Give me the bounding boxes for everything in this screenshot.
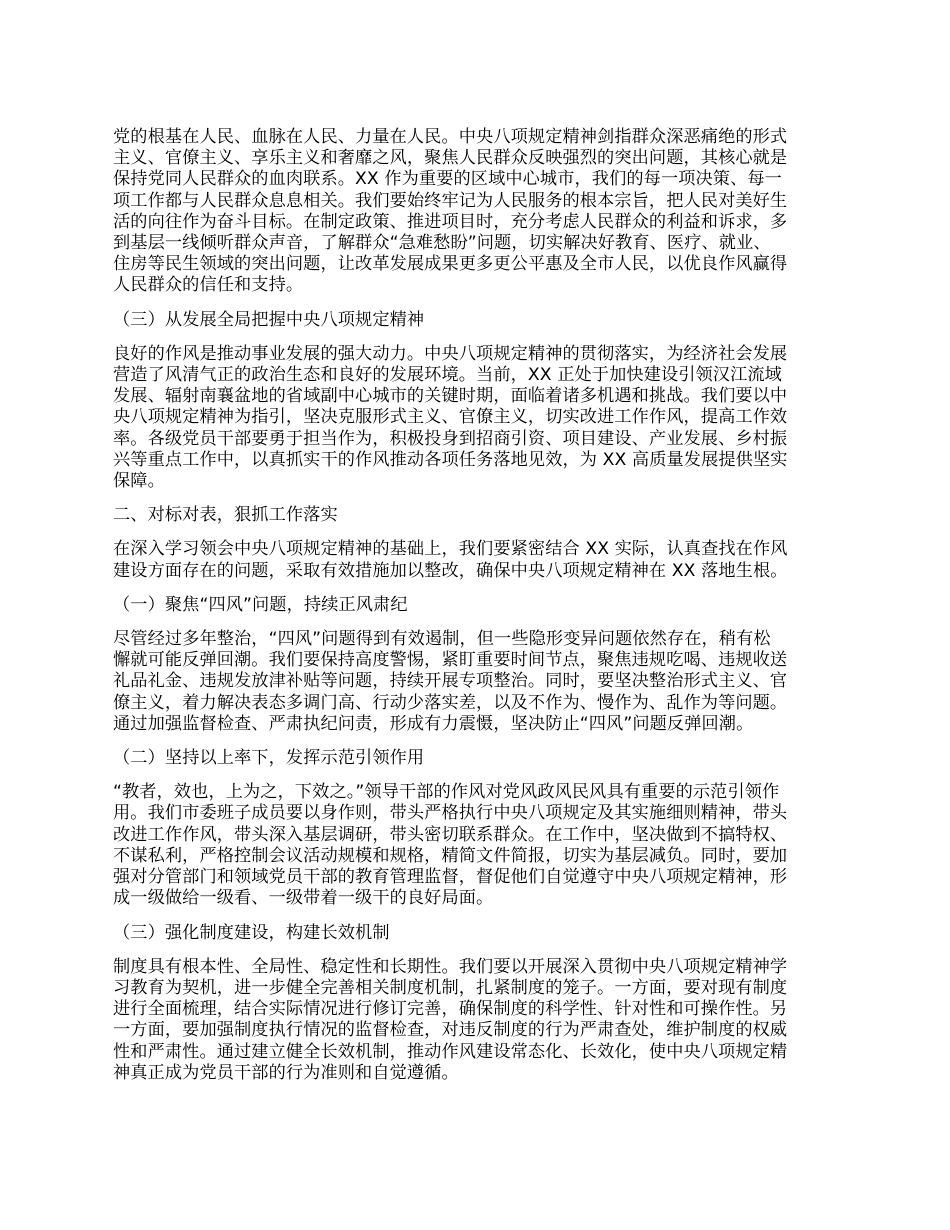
text-line: “教者，效也，上为之，下效之。”领导干部的作风对党风政风民风具有重要的示范引领作 [113,782,780,803]
text-line: 主义、官僚主义、享乐主义和奢靡之风，聚焦人民群众反映强烈的突出问题，其核心就是 [113,148,788,169]
text-line: 尽管经过多年整治，“四风”问题得到有效遏制，但一些隐形变异问题依然存在，稍有松 [113,629,771,650]
text-line: 项工作都与人民群众息息相关。我们要始终牢记为人民服务的根本宗旨，把人民对美好生 [113,190,788,211]
text-line: 保障。 [113,471,165,492]
text-line: 性和严肃性。通过建立健全长效机制，推动作风建设常态化、长效化，使中央八项规定精 [113,1041,788,1062]
text-line: 进行全面梳理，结合实际情况进行修订完善，确保制度的科学性、针对性和可操作性。另 [113,999,788,1020]
text-line: 制度具有根本性、全局性、稳定性和长期性。我们要以开展深入贯彻中央八项规定精神学 [113,956,788,977]
text-line: （一）聚焦“四风”问题，持续正风肃纪 [113,594,408,615]
text-line: 央八项规定精神为指引，坚决克服形式主义、官僚主义，切实改进工作作风，提高工作效 [113,407,788,428]
body-paragraph [113,782,839,909]
section-heading [113,923,839,944]
text-line: （三）从发展全局把握中央八项规定精神 [113,309,425,330]
text-line: 习教育为契机，进一步健全完善相关制度机制，扎紧制度的笼子。一方面，要对现有制度 [113,977,788,998]
text-line: 住房等民生领域的突出问题，让改革发展成果更多更公平惠及全市人民，以优良作风赢得 [113,254,788,275]
text-line: 活的向往作为奋斗目标。在制定政策、推进项目时，充分考虑人民群众的利益和诉求，多 [113,211,788,232]
body-paragraph [113,957,839,1084]
text-line: 通过加强监督检查、严肃执纪问责，形成有力震慑，坚决防止“四风”问题反弹回潮。 [113,713,754,734]
text-line: 一方面，要加强制度执行情况的监督检查，对违反制度的行为严肃查处，维护制度的权威 [113,1020,788,1041]
text-line: 率。各级党员干部要勇于担当作为，积极投身到招商引资、项目建设、产业发展、乡村振 [113,428,788,449]
text-line: 懈就可能反弹回潮。我们要保持高度警惕，紧盯重要时间节点，聚焦违规吃喝、违规收送 [113,650,788,671]
body-paragraph [113,344,839,492]
section-heading [113,505,839,526]
body-paragraph [113,127,839,297]
text-line: 人民群众的信任和支持。 [113,275,304,296]
text-line: 用。我们市委班子成员要以身作则，带头严格执行中央八项规定及其实施细则精神，带头 [113,803,788,824]
section-heading [113,310,839,331]
text-line: 在深入学习领会中央八项规定精神的基础上，我们要紧密结合 XX 实际，认真查找在作风 [113,539,788,560]
text-line: 保持党同人民群众的血肉联系。XX 作为重要的区域中心城市，我们的每一项决策、每一 [113,169,782,190]
text-line: 礼品礼金、违规发放津补贴等问题，持续开展专项整治。同时，要坚决整治形式主义、官 [113,671,788,692]
text-line: 建设方面存在的问题，采取有效措施加以整改，确保中央八项规定精神在 XX 落地生根。 [113,560,788,581]
text-line: 神真正成为党员干部的行为准则和自觉遵循。 [113,1062,459,1083]
section-heading [113,748,839,769]
text-line: 到基层一线倾听群众声音，了解群众“急难愁盼”问题，切实解决好教育、医疗、就业、 [113,233,771,254]
text-line: 不谋私利，严格控制会议活动规模和规格，精简文件简报，切实为基层减负。同时，要加 [113,845,788,866]
text-line: （二）坚持以上率下，发挥示范引领作用 [113,748,425,769]
text-line: 党的根基在人民、血脉在人民、力量在人民。中央八项规定精神剑指群众深恶痛绝的形式 [113,127,788,147]
section-heading [113,595,839,616]
text-line: 改进工作作风，带头深入基层调研，带头密切联系群众。在工作中，坚决做到不搞特权、 [113,824,788,845]
text-line: 良好的作风是推动事业发展的强大动力。中央八项规定精神的贯彻落实，为经济社会发展 [113,343,788,364]
text-line: 强对分管部门和领域党员干部的教育管理监督，督促他们自觉遵守中央八项规定精神，形 [113,867,788,888]
text-line: 僚主义，着力解决表态多调门高、行动少落实差，以及不作为、慢作为、乱作为等问题。 [113,692,788,713]
text-line: 发展、辐射南襄盆地的省域副中心城市的关键时期，面临着诸多机遇和挑战。我们要以中 [113,386,788,407]
text-line: 营造了风清气正的政治生态和良好的发展环境。当前，XX 正处于加快建设引领汉江流域 [113,365,782,386]
text-line: （三）强化制度建设，构建长效机制 [113,922,390,943]
body-paragraph [113,629,839,735]
text-line: 成一级做给一级看、一级带着一级干的良好局面。 [113,888,494,909]
text-line: 兴等重点工作中，以真抓实干的作风推动各项任务落地见效，为 XX 高质量发展提供坚实 [113,449,788,470]
text-line: 二、对标对表，狠抓工作落实 [113,505,338,526]
document-page [113,127,839,1097]
body-paragraph [113,539,839,581]
